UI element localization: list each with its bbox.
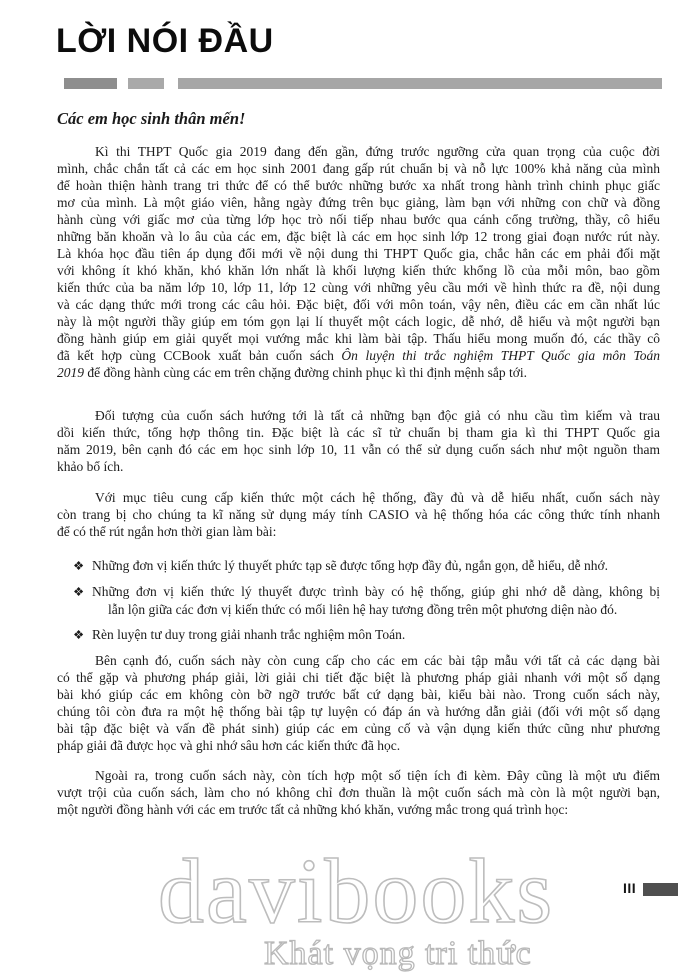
text-line: chúng tôi còn đưa ra một hệ thống bài tập tự luyện có đáp án và hướng dẫn giải (đối với một số dạng: [57, 704, 660, 719]
text-line: với không ít khó khăn, khó khăn lớn nhất là khối lượng kiến thức khổng lồ của mỗi môn, bao gồm: [57, 263, 660, 278]
text-line: lẫn lộn giữa các đơn vị kiến thức có mối liên hệ hay tương đồng trên một phương diện nào đó.: [108, 602, 618, 617]
watermark: [158, 840, 555, 972]
bullet-item: [57, 626, 660, 644]
page-number: III: [623, 880, 637, 896]
text-line: một người đồng hành với các em trước tất cả những khó khăn, vướng mắc trong quá trình học:: [57, 802, 569, 817]
page-title: LỜI NÓI ĐẦU: [56, 22, 274, 60]
text-line: mơ của mình. Là một giáo viên, hằng ngày đứng trên bục giảng, làm bạn với những con chữ và đồng: [57, 195, 660, 210]
text-line: Với mục tiêu cung cấp kiến thức một cách hệ thống, đầy đủ và dễ hiểu nhất, cuốn sách này: [95, 490, 660, 505]
text-line: 2019 để đồng hành cùng các em trên chặng đường chinh phục kì thi định mệnh sắp tới.: [57, 365, 527, 380]
watermark-logo: davibooks: [158, 840, 555, 942]
text-line: Kì thi THPT Quốc gia 2019 đang đến gần, đứng trước ngưỡng cửa quan trọng của cuộc đời: [95, 144, 660, 159]
text-line: ❖ Rèn luyện tư duy trong giải nhanh trắc nghiệm môn Toán.: [73, 627, 406, 642]
text-line: bài tập đặc biệt và vấn đề phát sinh) giúp các em củng cố và vận dụng kiến thức cũng như phương: [57, 721, 660, 736]
text-line: ❖ Những đơn vị kiến thức lý thuyết được trình bày có hệ thống, giúp ghi nhớ dễ dàng, không bị: [73, 584, 660, 599]
paragraph: [57, 407, 660, 475]
text-line: có thể gặp và phương pháp giải, lời giải chi tiết đặc biệt là phương pháp giải nhanh với một số dạng: [57, 670, 660, 685]
text-line: ❖ Những đơn vị kiến thức lý thuyết phức tạp sẽ được tổng hợp đầy đủ, ngắn gọn, dễ hiểu, dễ nhớ.: [73, 558, 608, 573]
paragraph: [57, 652, 660, 754]
text-line: bài khó giúp các em không còn bỡ ngỡ trước bất cứ dạng bài, kiểu bài nào. Trong cuốn sách này,: [57, 687, 660, 702]
diamond-bullet-icon: ❖: [73, 628, 85, 642]
text-line: còn trang bị cho chúng ta kĩ năng sử dụng máy tính CASIO và hệ thống hóa các công thức tính nhanh: [57, 507, 660, 522]
text-line: này là một người thầy giúp em tóm gọn lại lí thuyết một cách logic, dễ nhớ, dễ hiểu và một người bạn: [57, 314, 660, 329]
page-marker-bar: [643, 883, 678, 896]
text-line: để hoàn thiện hành trang tri thức để có thể bước những bước xa nhất trong hành trình chinh phục giấc: [57, 178, 660, 193]
text-line: Là khóa học đầu tiên áp dụng đổi mới về nội dung thi THPT Quốc gia, chắc hẳn các em phải đối mặt: [57, 246, 660, 261]
bullet-item: [57, 557, 660, 575]
bullet-item: [57, 583, 660, 618]
diamond-bullet-icon: ❖: [73, 585, 85, 599]
paragraph: [57, 767, 660, 818]
text-line: pháp giải đã được học và ghi nhớ sâu hơn các kiến thức đã học.: [57, 738, 401, 753]
text-line: để có thể rút ngắn hơn thời gian làm bài:: [57, 524, 277, 539]
text-line: Bên cạnh đó, cuốn sách này còn cung cấp cho các em các bài tập mẫu với tất cả các dạng bài: [95, 653, 660, 668]
separator-bar-dark: [64, 78, 117, 89]
text-line: những băn khoăn và lo âu của các em, đặc biệt là các em học sinh lớp 12 trong giai đoạn nước rút này.: [57, 229, 660, 244]
text-line: mình, chắc chắn tất cả các em học sinh 2001 đang gấp rút chuẩn bị và nỗ lực 100% khả năng của mình: [57, 161, 660, 176]
text-line: Đối tượng của cuốn sách hướng tới là tất cả những bạn độc giả có nhu cầu tìm kiếm và trau: [95, 408, 660, 423]
text-line: vượt trội của cuốn sách, làm cho nó không chỉ đơn thuần là một cuốn sách mà còn là một người bạn,: [57, 785, 660, 800]
watermark-slogan: Khát vọng tri thức: [264, 935, 532, 972]
text-line: đã kết hợp cùng CCBook xuất bản cuốn sách Ôn luyện thi trắc nghiệm THPT Quốc gia môn Toán: [57, 348, 660, 363]
text-line: dồi kiến thức, tổng hợp thông tin. Đặc biệt là các sĩ tử chuẩn bị tham gia kì thi THPT Quốc gia: [57, 425, 660, 440]
salutation: Các em học sinh thân mến!: [57, 109, 246, 128]
text-line: Ngoài ra, trong cuốn sách này, còn tích hợp một số tiện ích đi kèm. Đây cũng là một ưu điểm: [95, 768, 660, 783]
separator-bar-light: [128, 78, 164, 89]
title-separator: [64, 78, 662, 89]
paragraph: [57, 143, 660, 381]
text-line: năm 2019, bên cạnh đó các em học sinh lớp 10, 11 vẫn có thể sử dụng cuốn sách như một nguồn tham: [57, 442, 660, 457]
text-line: khảo bổ ích.: [57, 459, 124, 474]
text-line: đồng hành giúp em giải quyết mọi vướng mắc khi làm bài tập. Thấu hiểu mong muốn đó, các thầy cô: [57, 331, 660, 346]
diamond-bullet-icon: ❖: [73, 559, 85, 573]
content-blocks: [57, 143, 660, 818]
separator-bar-long: [178, 78, 662, 89]
text-line: hành cùng với giấc mơ của từng lớp học trò nối tiếp nhau bước qua cánh cổng trường, thầy, cô hiểu: [57, 212, 660, 227]
text-line: kiến thức của ba năm lớp 10, lớp 11, lớp 12 cùng với những yêu cầu mới về hình thức ra đề, nội dung: [57, 280, 660, 295]
text-line: và các dạng thức mới trong các câu hỏi. Đặc biệt, đối với môn toán, vậy nên, điều các em cần nhất lúc: [57, 297, 660, 312]
paragraph: [57, 489, 660, 540]
